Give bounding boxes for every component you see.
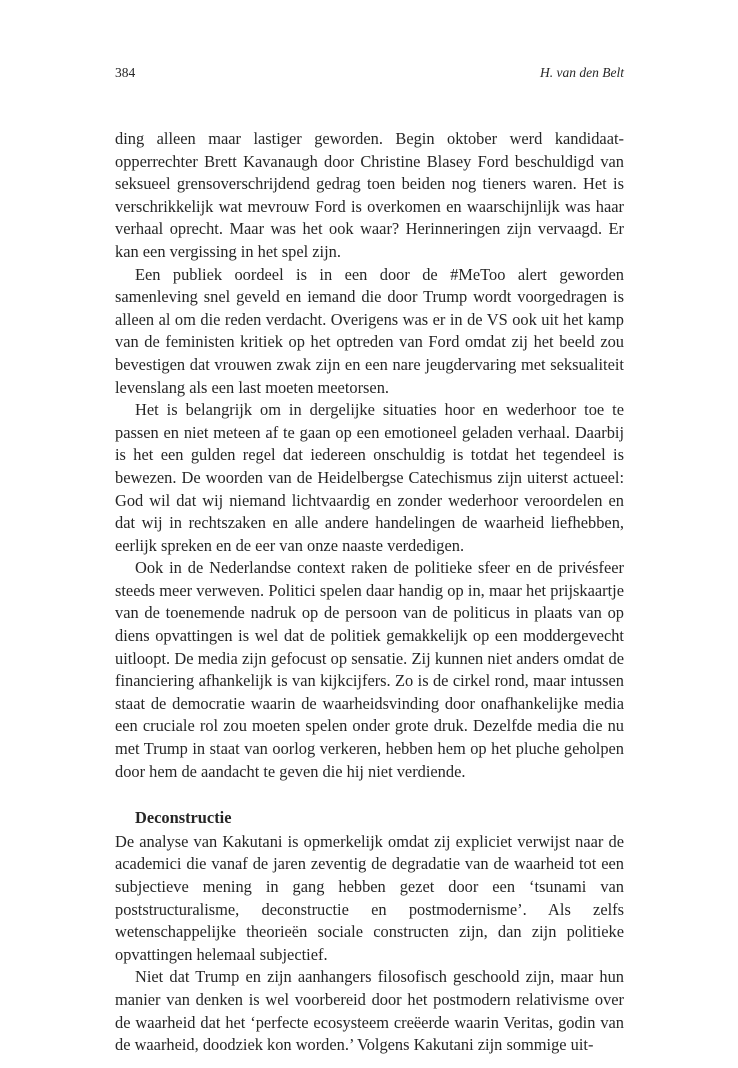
paragraph: Ook in de Nederlandse context raken de politieke sfeer en de privésfeer steeds meer verweven. Politici spelen daar handig op in, maar het prijskaartje van de toenemende nadruk op de persoon van de politicus in plaats van op diens opvattingen is wel dat de politiek gemakkelijk op een moddergevecht uitloopt. De media zijn gefocust op sensatie. Zij kunnen niet anders omdat de financiering afhankelijk is van kijkcijfers. Zo is de cirkel rond, maar intussen staat de democratie waarin de waarheidsvinding door onafhankelijke media een cruciale rol zou moeten spelen onder grote druk. Dezelfde media die nu met Trump in staat van oorlog verkeren, hebben hem op het pluche geholpen door hem de aandacht te geven die hij niet verdiende. — [115, 558, 624, 781]
paragraph: De analyse van Kakutani is opmerkelijk omdat zij expliciet verwijst naar de academici die vanaf de jaren zeventig de degradatie van de waarheid tot een subjectieve mening in gang hebben gezet door een ‘tsunami van poststructuralisme, deconstructie en postmodernisme’. Als zelfs wetenschappelijke theorieën sociale constructen zijn, dan zijn politieke opvattingen helemaal subjectief. — [115, 831, 624, 964]
page-number: 384 — [115, 65, 136, 80]
paragraph: ding alleen maar lastiger geworden. Begin oktober werd kandidaat-opperrechter Brett Kavanaugh door Christine Blasey Ford beschuldigd van seksueel grensoverschrijdend gedrag toen beiden nog tieners waren. Het is verschrikkelijk wat mevrouw Ford is overkomen en waarschijnlijk was haar verhaal oprecht. Maar was het ook waar? Herinneringen zijn vervaagd. Er kan een vergissing in het spel zijn. — [115, 129, 624, 261]
body-text — [115, 128, 624, 1057]
paragraph: Een publiek oordeel is in een door de #MeToo alert geworden samenleving snel geveld en iemand die door Trump wordt voorgedragen is alleen al om die reden verdacht. Overigens was er in de VS ook uit het kamp van de feministen kritiek op het optreden van Ford omdat zij het beeld zou bevestigen dat vrouwen zwak zijn en een nare jeugdervaring met seksualiteit levenslang als een last moeten meetorsen. — [115, 264, 624, 397]
paragraph: Het is belangrijk om in dergelijke situaties hoor en wederhoor toe te passen en niet meteen af te gaan op een emotioneel geladen verhaal. Daarbij is het een gulden regel dat iedereen onschuldig is totdat het tegendeel is bewezen. De woorden van de Heidelbergse Catechismus zijn uiterst actueel: God wil dat wij niemand lichtvaardig en zonder wederhoor veroordelen en dat wij in rechtszaken en alle andere handelingen de waarheid liefhebben, eerlijk spreken en de eer van onze naaste verdedigen. — [115, 400, 624, 555]
paragraph: Niet dat Trump en zijn aanhangers filosofisch geschoold zijn, maar hun manier van denken is wel voorbereid door het postmodern relativisme over de waarheid dat het ‘perfecte ecosysteem creëerde waarin Veritas, godin van de waarheid, doodziek kon worden.’ Volgens Kakutani zijn sommige uit- — [115, 967, 624, 1055]
section-heading: Deconstructie — [135, 808, 232, 828]
running-head: H. van den Belt — [540, 65, 624, 80]
